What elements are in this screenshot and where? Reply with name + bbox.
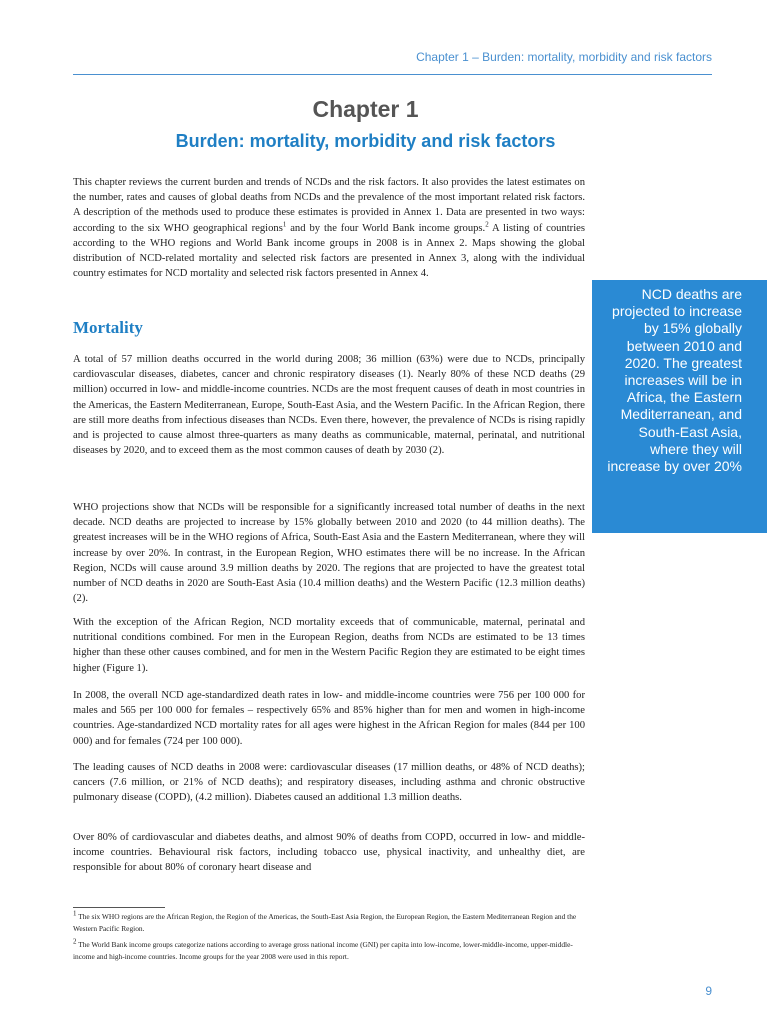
footnote-text: The six WHO regions are the African Region, the Region of the Americas, the South-East Asia Region, the European Region, the Eastern Mediterranean Region and the Western Pacific Region.	[73, 912, 577, 933]
intro-text-2: and by the four World Bank income groups.	[286, 222, 486, 234]
footnote-ref-1[interactable]: 1	[282, 220, 287, 229]
footnote-text: The World Bank income groups categorize nations according to average gross national income (GNI) per capita into low-income, lower-middle-income, upper-middle-income and high-income countries. Income groups for the year 2008 were used in this report.	[73, 940, 573, 961]
body-paragraph: The leading causes of NCD deaths in 2008 were: cardiovascular diseases (17 million deaths, or 48% of NCD deaths); cancers (7.6 million, or 21% of NCD deaths); and respiratory diseases, including asthma and chronic obstructive pulmonary disease (COPD), (4.2 million). Diabetes caused an additional 1.3 million deaths.	[73, 762, 585, 804]
running-head: Chapter 1 – Burden: mortality, morbidity and risk factors	[416, 50, 712, 64]
intro-paragraph	[73, 175, 585, 281]
chapter-label: Chapter 1	[312, 96, 419, 122]
footnote-marker: 2	[73, 937, 77, 946]
body-paragraph: Over 80% of cardiovascular and diabetes deaths, and almost 90% of deaths from COPD, occurred in low- and middle-income countries. Behavioural risk factors, including tobacco use, physical inactivity, and unhealthy diet, are responsible for about 80% of coronary heart disease and	[73, 832, 585, 874]
section-heading-mortality: Mortality	[73, 318, 143, 337]
footnote-ref-2[interactable]: 2	[485, 220, 489, 229]
intro-text-3: A listing of countries according to the WHO regions and World Bank income groups in 2008 is in Annex 2. Maps showing the global distribution of NCD-related mortality and selected risk factors are presented in Annex 3, along with the individual country estimates for NCD mortality and selected risk factors presented in Annex 4.	[73, 222, 585, 280]
body-paragraph: In 2008, the overall NCD age-standardized death rates in low- and middle-income countries were 756 per 100 000 for males and 565 per 100 000 for females – respectively 65% and 85% higher than for men and women in high-income countries. Age-standardized NCD mortality rates for all ages were highest in the African Region for males (844 per 100 000) and for females (724 per 100 000).	[73, 690, 585, 747]
body-paragraph: With the exception of the African Region, NCD mortality exceeds that of communicable, maternal, perinatal and nutritional conditions combined. For men in the European Region, deaths from NCDs are estimated to be 13 times higher than these other causes combined, and for men in the Western Pacific Region they are estimated to be eight times higher (Figure 1).	[73, 617, 585, 674]
footnote-marker: 1	[73, 909, 77, 918]
chapter-title: Burden: mortality, morbidity and risk factors	[175, 131, 556, 151]
callout-box: NCD deaths are projected to increase by 15% globally between 2010 and 2020. The greatest increases will be in Africa, the Eastern Mediterranean, and South-East Asia, where they will increase by over 20%	[592, 280, 767, 533]
footnote-2	[73, 939, 585, 962]
page-number: 9	[705, 984, 712, 998]
header-rule	[73, 74, 712, 75]
footnote-rule	[73, 907, 165, 908]
body-paragraph: A total of 57 million deaths occurred in the world during 2008; 36 million (63%) were due to NCDs, principally cardiovascular diseases, diabetes, cancer and chronic respiratory diseases (1). Nearly 80% of these NCD deaths (29 million) occurred in low- and middle-income countries. NCDs are the most frequent causes of death in most countries in the Americas, the Eastern Mediterranean, Europe, South-East Asia, and the Western Pacific. In the African Region, there are still more deaths from infectious diseases than NCDs. Even there, however, the prevalence of NCDs is rising rapidly and is projected to cause almost three-quarters as many deaths as communicable, maternal, perinatal, and nutritional diseases by 2020, and to exceed them as the most common causes of death by 2030 (2).	[73, 354, 585, 457]
footnote-1	[73, 911, 585, 934]
body-paragraph: WHO projections show that NCDs will be responsible for a significantly increased total number of deaths in the next decade. NCD deaths are projected to increase by 15% globally between 2010 and 2020 (to 44 million deaths). The greatest increases will be in the WHO regions of Africa, South-East Asia and the Eastern Mediterranean, where they will increase by over 20%. In contrast, in the European Region, WHO estimates there will be no increase. In the African Region, NCDs will cause around 3.9 million deaths by 2020. The regions that are projected to have the greatest total number of NCD deaths in 2020 are South-East Asia (10.4 million deaths) and the Western Pacific (12.3 million deaths) (2).	[73, 502, 585, 605]
intro-text-1: This chapter reviews the current burden and trends of NCDs and the risk factors. It also provides the latest estimates on the number, rates and causes of global deaths from NCDs and the prevalence of the most important related risk factors. A description of the methods used to produce these estimates is provided in Annex 1. Data are presented in two ways: according to the six WHO geographical regions	[73, 177, 585, 234]
